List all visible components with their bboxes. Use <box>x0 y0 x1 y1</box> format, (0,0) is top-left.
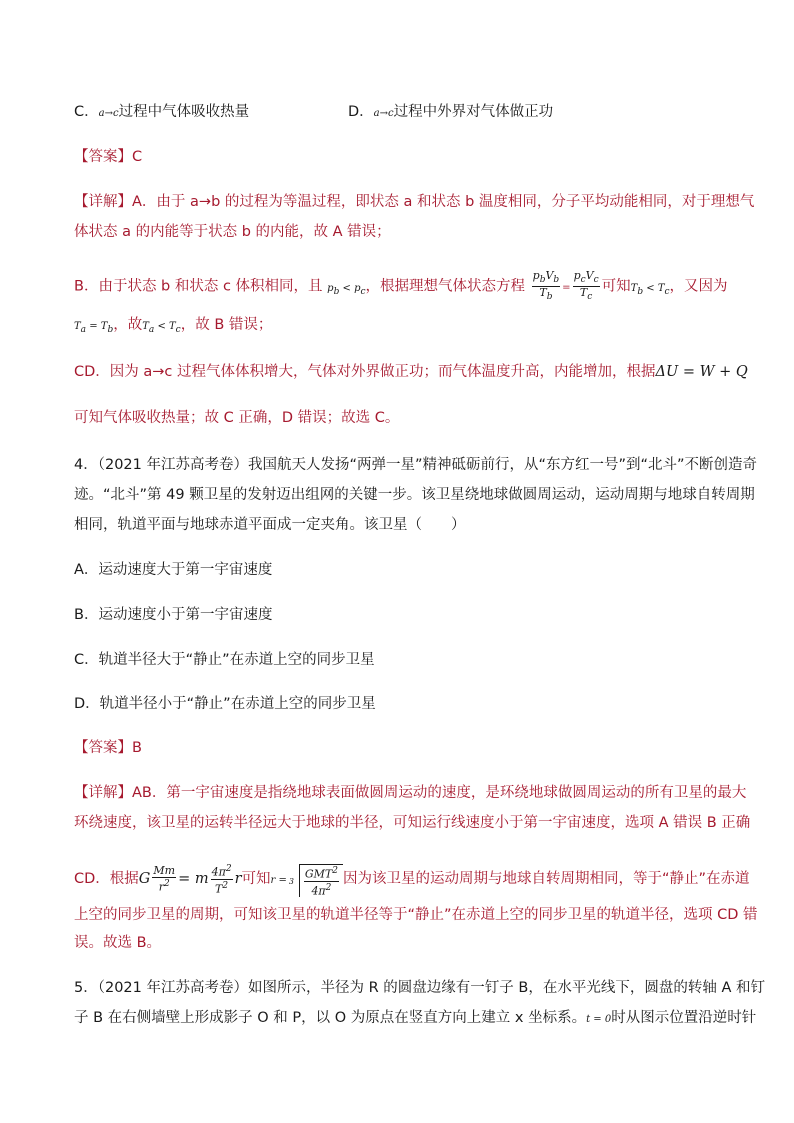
q4-answer: 【答案】B <box>74 740 142 756</box>
option-d-text: 过程中外界对气体做正功 <box>393 104 554 120</box>
q4-detail-line-3 <box>74 863 750 897</box>
q3-text-3c: 可知 <box>601 278 631 295</box>
q4-detail-text-1: AB．第一宇宙速度是指绕地球表面做圆周运动的速度，是环绕地球做圆周运动的所有卫星的最大 <box>132 785 747 801</box>
first-law-equation: ΔU = W + Q <box>655 364 748 380</box>
detail-tag: 【详解】 <box>74 785 132 801</box>
q3-detail-line-4 <box>74 315 272 340</box>
q4-option-a: A．运动速度大于第一宇宙速度 <box>74 562 273 578</box>
q4-detail-line-1 <box>74 783 746 803</box>
option-c <box>74 102 249 124</box>
q5-stem-line-2 <box>74 1008 756 1030</box>
q3-text-3a: B．由于状态 b 和状态 c 体积相同，且 <box>74 278 323 295</box>
q4-option-d: D．轨道半径小于“静止”在赤道上空的同步卫星 <box>74 696 376 712</box>
option-c-text: 过程中气体吸收热量 <box>118 104 250 120</box>
q4-stem-line-3: 相同，轨道平面与地球赤道平面成一定夹角。该卫星（ ） <box>74 517 466 533</box>
q5-text-2b: 时从图示位置沿逆时针 <box>611 1010 757 1026</box>
temp-relation-ac: $T_a < T_c$ <box>142 321 181 335</box>
gravity-equation: G $\frac{Mm}{r^2}$ = m $\frac{4\pi^2}{T^2}$ r <box>138 863 242 896</box>
q4-detail-line-5: 误。故选 B。 <box>74 935 162 951</box>
q4-option-b: B．运动速度小于第一宇宙速度 <box>74 607 273 623</box>
q3-text-5: CD．因为 a→c 过程气体体积增大，气体对外界做正功；而气体温度升高，内能增加，根据 <box>74 364 656 380</box>
q5-text-2: 子 B 在右侧墙壁上形成影子 O 和 P，以 O 为原点在竖直方向上建立 x 坐标系。 <box>74 1010 587 1026</box>
q3-detail-text-1: A．由于 a→b 的过程为等温过程，即状态 a 和状态 b 温度相同，分子平均动能相同，对于理想气 <box>132 194 755 210</box>
q5-stem-line-1: 5．（2021 年江苏高考卷）如图所示，半径为 R 的圆盘边缘有一钉子 B，在水平光线下，圆盘的转轴 A 和钉 <box>74 980 765 996</box>
q4-text-3a: CD．根据 <box>74 871 139 888</box>
option-d <box>348 102 553 124</box>
process-a-to-c: a→c <box>373 108 394 119</box>
q3-detail-line-2: 体状态 a 的内能等于状态 b 的内能，故 A 错误； <box>74 224 391 240</box>
q3-text-3d: ，又因为 <box>669 278 728 295</box>
time-zero: t = 0 <box>586 1014 612 1025</box>
q3-detail-line-6: 可知气体吸收热量；故 C 正确，D 错误；故选 C。 <box>74 410 400 426</box>
q4-stem-line-1: 4．（2021 年江苏高考卷）我国航天人发扬“两弹一星”精神砥砺前行，从“东方红一号”到“北斗”不断创造奇 <box>74 457 758 473</box>
q3-detail-line-3: B．由于状态 b 和状态 c 体积相同，且 $p_b < p_c$，根据理想气体状态方程 $\frac{p_bV_b}{T_b}$ = $\frac{p_cV_c}{T_c}$ 可知$T_b < T_c$，又因为 <box>74 269 728 303</box>
q3-detail-line-1 <box>74 192 754 212</box>
q4-option-c: C．轨道半径大于“静止”在赤道上空的同步卫星 <box>74 652 375 668</box>
radius-equation: r = 3 $\frac{GMT^2}{4\pi^2}$ <box>271 875 343 886</box>
temp-equal-ab: $T_a = T_b$ <box>74 321 114 335</box>
gas-equation-left: $\frac{p_bV_b}{T_b}$ <box>532 269 560 303</box>
q4-stem-line-2: 迹。“北斗”第 49 颗卫星的发射迈出组网的关键一步。该卫星绕地球做圆周运动，运动周期与地球自转周期 <box>74 487 755 503</box>
detail-tag: 【详解】 <box>74 194 132 210</box>
q4-text-3b: 可知 <box>241 871 271 888</box>
option-c-prefix: C． <box>74 104 99 120</box>
q3-text-4b: ，故 B 错误； <box>180 317 273 333</box>
temp-relation-bc: $T_b < T_c$ <box>630 282 670 297</box>
q3-text-4: ，故 <box>113 317 143 333</box>
q3-detail-line-5 <box>74 362 748 382</box>
q3-answer: 【答案】C <box>74 149 143 165</box>
q4-detail-line-4: 上空的同步卫星的周期，可知该卫星的轨道半径等于“静止”在赤道上空的同步卫星的轨道半径，选项 CD 错 <box>74 907 758 923</box>
q4-text-3c: 因为该卫星的运动周期与地球自转周期相同，等于“静止”在赤道 <box>342 871 750 888</box>
q4-detail-line-2: 环绕速度，该卫星的运转半径远大于地球的半径，可知运行线速度小于第一宇宙速度，选项 A 错误 B 正确 <box>74 815 751 831</box>
pressure-relation: $p_b < p_c$ <box>327 282 366 297</box>
q3-text-3b: ，根据理想气体状态方程 <box>365 278 526 295</box>
option-d-prefix: D． <box>348 104 374 120</box>
process-a-to-c: a→c <box>98 108 119 119</box>
gas-equation-right: $\frac{p_cV_c}{T_c}$ <box>573 269 599 303</box>
